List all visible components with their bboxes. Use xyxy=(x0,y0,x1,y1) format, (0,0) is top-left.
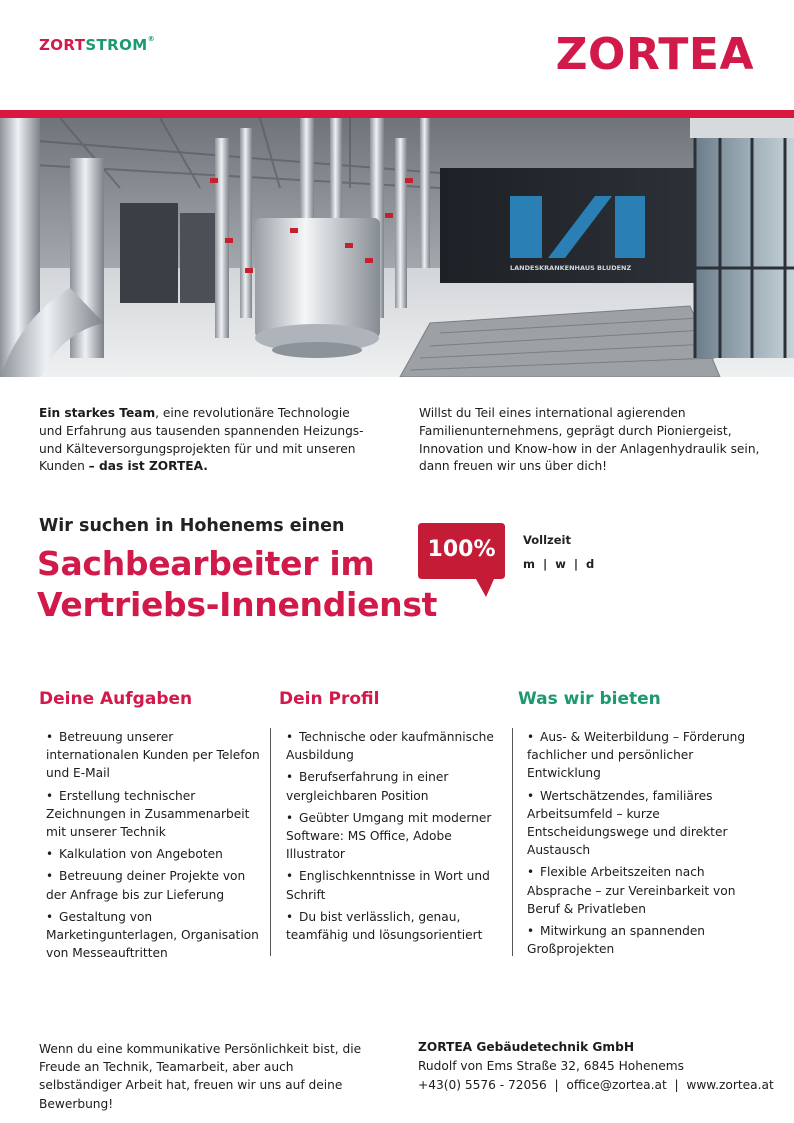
bullet-icon: • xyxy=(286,810,294,825)
list-item-text: Du bist verlässlich, genau, teamfähig und lösungsorientiert xyxy=(286,909,483,943)
company-contact xyxy=(418,1038,778,1095)
list-item-text: Betreuung unserer internationalen Kunden per Telefon und E-Mail xyxy=(46,730,260,781)
company-contact-line: +43(0) 5576 - 72056 | office@zortea.at | www.zortea.at xyxy=(418,1078,774,1092)
list-item-text: Aus- & Weiterbildung – Förderung fachlicher und persönlicher Entwicklung xyxy=(527,730,746,781)
registered-mark: ® xyxy=(147,35,156,43)
bullet-icon: • xyxy=(527,865,535,880)
heading-profile: Dein Profil xyxy=(279,689,380,709)
bullet-icon: • xyxy=(527,788,535,803)
list-item-text: Berufserfahrung in einer vergleichbaren Position xyxy=(286,770,449,803)
column-divider xyxy=(270,728,271,956)
intro-right: Willst du Teil eines international agierenden Familienunternehmens, geprägt durch Pioniergeist, Innovation und Know-how in der Anlagenhydraulik sein, dann freuen wir uns über dich! xyxy=(419,406,760,474)
list-item xyxy=(286,728,508,764)
list-item xyxy=(286,867,508,903)
list-item xyxy=(46,845,264,863)
list-item xyxy=(527,863,753,918)
list-item xyxy=(286,768,508,804)
wall-sign-text: LANDESKRANKENHAUS BLUDENZ xyxy=(510,264,632,272)
bullet-icon: • xyxy=(46,730,54,744)
list-item-text: Technische oder kaufmännische Ausbildung xyxy=(286,730,494,763)
list-item-text: Gestaltung von Marketingunterlagen, Organisation von Messeauftritten xyxy=(46,909,259,961)
heading-benefits: Was wir bieten xyxy=(518,689,661,709)
list-item-text: Erstellung technischer Zeichnungen in Zusammenarbeit mit unserer Technik xyxy=(46,788,250,840)
job-title-line2: Vertriebs-Innendienst xyxy=(37,585,438,624)
bullet-icon: • xyxy=(286,869,294,884)
bullet-icon: • xyxy=(527,730,535,744)
bullet-icon: • xyxy=(46,788,54,803)
workload-badge-text: 100% xyxy=(427,537,496,562)
job-title xyxy=(37,543,437,625)
intro-left-tagline: – das ist ZORTEA. xyxy=(88,459,208,474)
hero-illustration xyxy=(0,118,794,377)
list-item xyxy=(527,922,753,958)
list-item xyxy=(527,728,753,783)
zortea-logo: ZORTEA xyxy=(555,29,754,80)
hero-image xyxy=(0,118,794,377)
list-item xyxy=(46,728,264,783)
list-item xyxy=(286,908,508,944)
company-name: ZORTEA Gebäudetechnik GmbH xyxy=(418,1040,635,1054)
bullet-icon: • xyxy=(46,869,54,884)
bullet-icon: • xyxy=(286,909,294,924)
list-item xyxy=(46,867,264,903)
list-item-text: Geübter Umgang mit moderner Software: MS Office, Adobe Illustrator xyxy=(286,810,492,862)
heading-tasks: Deine Aufgaben xyxy=(39,689,193,709)
list-item-text: Wertschätzendes, familiäres Arbeitsumfeld – kurze Entscheidungswege und direkter Austausch xyxy=(527,788,728,858)
list-item xyxy=(46,908,264,963)
employment-type: Vollzeit xyxy=(523,533,571,547)
company-address: Rudolf von Ems Straße 32, 6845 Hohenems xyxy=(418,1059,684,1073)
list-item xyxy=(46,787,264,842)
list-item-text: Mitwirkung an spannenden Großprojekten xyxy=(527,924,706,957)
list-item-text: Betreuung deiner Projekte von der Anfrage bis zur Lieferung xyxy=(46,869,246,902)
profile-list xyxy=(286,728,508,948)
intro-left xyxy=(39,405,371,476)
gender-note: m | w | d xyxy=(523,557,595,571)
tasks-list xyxy=(46,728,264,966)
list-item xyxy=(286,809,508,864)
bullet-icon: • xyxy=(286,730,294,744)
job-subheading: Wir suchen in Hohenems einen xyxy=(39,516,345,536)
closing-text: Wenn du eine kommunikative Persönlichkeit bist, die Freude an Technik, Teamarbeit, aber auch selbständiger Arbeit hat, freuen wir uns auf deine Bewerbung! xyxy=(39,1042,362,1111)
list-item-text: Kalkulation von Angeboten xyxy=(59,847,223,862)
benefits-list xyxy=(527,728,753,962)
column-divider xyxy=(512,728,513,956)
list-item xyxy=(527,787,753,860)
intro-left-body: , eine revolutionäre Technologie und Erfahrung aus tausenden spannenden Heizungs- und Kälteversorgungsprojekten für und mit unseren Kunden xyxy=(39,406,364,474)
intro-left-bold: Ein starkes Team xyxy=(39,406,156,420)
logo-part-zort: ZORT xyxy=(39,36,86,54)
bullet-icon: • xyxy=(286,770,294,785)
bullet-icon: • xyxy=(527,924,535,939)
header-divider xyxy=(0,110,794,118)
logo-part-strom: STROM xyxy=(85,36,148,54)
job-title-line1: Sachbearbeiter im xyxy=(37,544,375,583)
list-item-text: Flexible Arbeitszeiten nach Absprache – zur Vereinbarkeit von Beruf & Privatleben xyxy=(527,865,736,916)
bullet-icon: • xyxy=(46,847,54,862)
list-item-text: Englischkenntnisse in Wort und Schrift xyxy=(286,869,490,902)
zortstrom-logo xyxy=(39,36,155,54)
bullet-icon: • xyxy=(46,909,54,924)
